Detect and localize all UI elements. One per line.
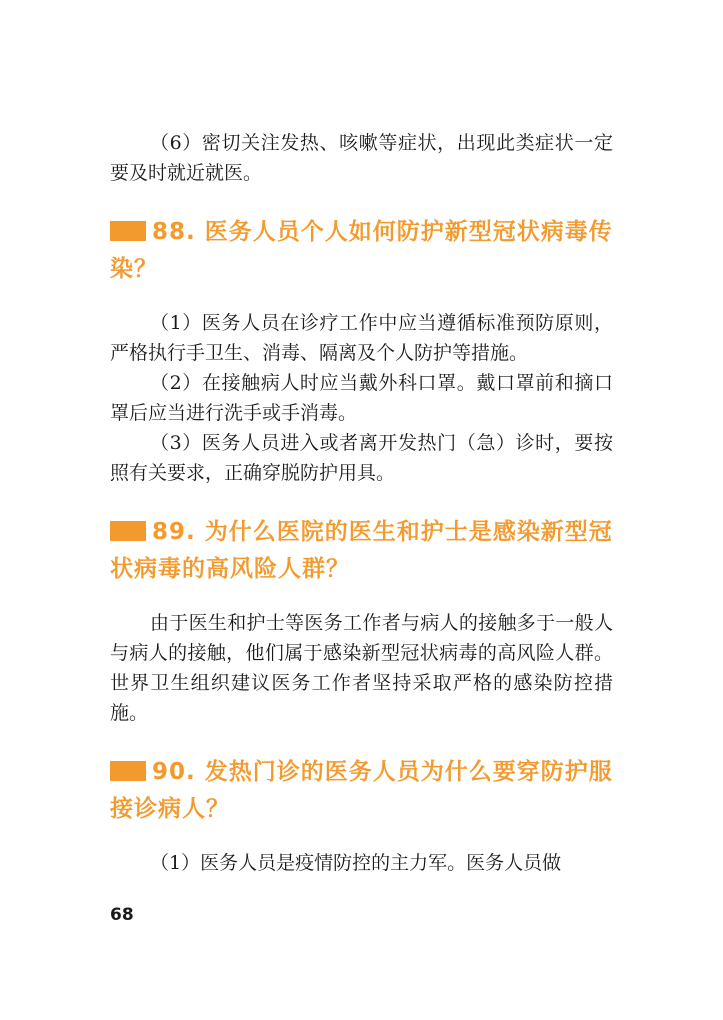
heading-marker <box>110 521 146 541</box>
heading-marker <box>110 221 146 241</box>
heading-q89-text: 89. 为什么医院的医生和护士是感染新型冠状病毒的高风险人群？ <box>110 519 613 582</box>
paragraph-q90-1: （1）医务人员是疫情防控的主力军。医务人员做 <box>150 852 562 874</box>
heading-q88 <box>110 214 613 288</box>
paragraph-q88-3: （3）医务人员进入或者离开发热门（急）诊时，要按照有关要求，正确穿脱防护用具。 <box>110 432 613 484</box>
paragraph-q89-1: 由于医生和护士等医务工作者与病人的接触多于一般人与病人的接触，他们属于感染新型冠状病毒的高风险人群。世界卫生组织建议医务工作者坚持采取严格的感染防控措施。 <box>110 612 613 724</box>
heading-q89 <box>110 514 613 588</box>
paragraph-symptom-watch: （6）密切关注发热、咳嗽等症状，出现此类症状一定要及时就近就医。 <box>110 132 613 184</box>
heading-q90 <box>110 754 613 828</box>
paragraph-q88-2: （2）在接触病人时应当戴外科口罩。戴口罩前和摘口罩后应当进行洗手或手消毒。 <box>110 372 613 424</box>
paragraph-q88-1: （1）医务人员在诊疗工作中应当遵循标准预防原则，严格执行手卫生、消毒、隔离及个人防护等措施。 <box>110 312 613 364</box>
heading-q88-text: 88. 医务人员个人如何防护新型冠状病毒传染？ <box>110 219 613 282</box>
heading-q90-text: 90. 发热门诊的医务人员为什么要穿防护服接诊病人？ <box>110 759 613 822</box>
heading-marker <box>110 761 146 781</box>
page-number: 68 <box>110 905 134 925</box>
page-content <box>110 128 613 878</box>
